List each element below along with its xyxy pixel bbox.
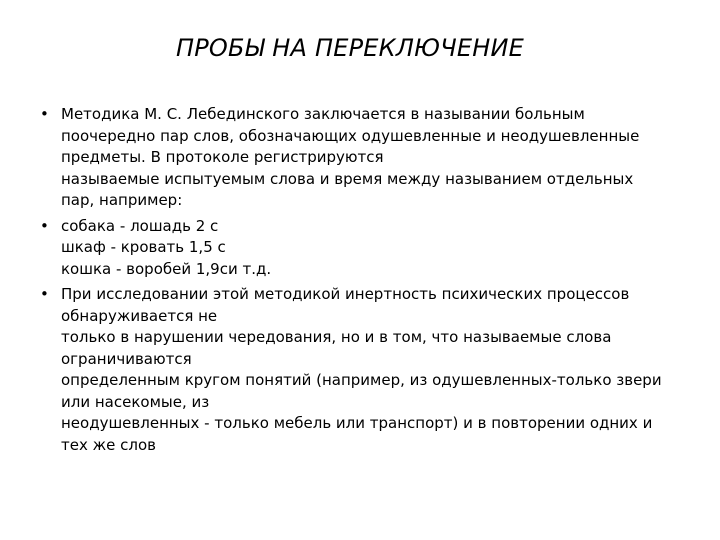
text-line: кошка - воробей 1,9си т.д.: [61, 259, 272, 278]
text-line: определенным кругом понятий (например, из одушевленных-только звери: [61, 371, 662, 389]
bullet-icon: •: [40, 285, 49, 303]
bullet-icon: •: [40, 216, 49, 235]
text-line: При исследовании этой методикой инертность психических процессов: [61, 285, 630, 303]
text-line: поочередно пар слов, обозначающих одушевленные и неодушевленные: [61, 126, 640, 145]
text-line: обнаруживается не: [61, 306, 218, 325]
bullet-item-inertness: [40, 284, 680, 456]
text-line: ограничиваются: [61, 349, 192, 368]
bullet-item-method: [40, 104, 680, 212]
text-line: пар, например:: [61, 191, 183, 209]
slide-content: [40, 104, 680, 460]
text-line: шкаф - кровать 1,5 с: [61, 238, 226, 256]
bullet-item-examples: [40, 216, 680, 281]
text-line: называемые испытуемым слова и время между называнием отдельных: [61, 169, 634, 188]
text-line: или насекомые, из: [61, 392, 210, 411]
text-line: предметы. В протоколе регистрируются: [61, 148, 384, 166]
text-line: неодушевленных - только мебель или транспорт) и в повторении одних и: [61, 414, 653, 432]
text-line: только в нарушении чередования, но и в том, что называемые слова: [61, 328, 612, 346]
text-line: собака - лошадь 2 с: [61, 216, 219, 235]
text-line: Методика М. С. Лебединского заключается в назывании больным: [61, 105, 585, 123]
text-line: тех же слов: [61, 435, 156, 454]
bullet-icon: •: [40, 105, 49, 123]
slide-title: ПРОБЫ НА ПЕРЕКЛЮЧЕНИЕ: [175, 34, 525, 62]
